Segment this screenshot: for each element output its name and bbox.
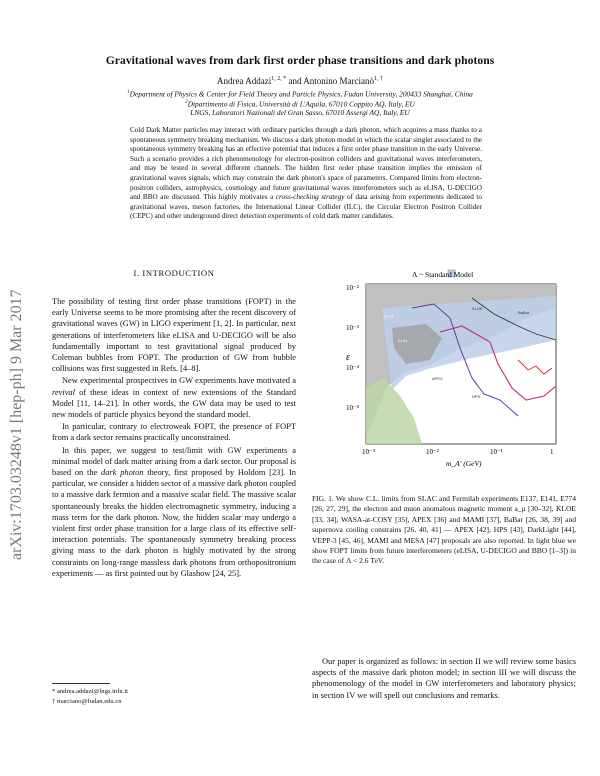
intro-paragraph-1: The possibility of testing first order phase transitions (FOPT) in the early Universe seems to be more promising after the recent discovery of gravitational waves (GW) in LIGO experiment [1, 2]. In particular, next generations of interferometers like eLISA and U-DECIGO will be also fundamentally important to test gravitational signal produced by Coleman bubbles from FOPT. The production of GW from bubble collisions was first suggested in Refs. [4–8]. <box>52 297 296 374</box>
figure-caption: FIG. 1. We show C.L. limits from SLAC and Fermilab experiments E137, E141, E774 [26, 27, 29], the electron and muon anomalous magnetic moment a_μ [30–32], KLOE [33, 34], WASA-at-COSY [35], APEX [36] and MAMI [37], BaBar [26, 38, 39] and supernova cooling constrains [26, 40, 41] — APEX [42], HPS [43], DarkLight [44], VEPP-3 [45, 46], MAMI and MESA [47] proposals are also reported. In light blue we show FOPT limits from future interferometers (eLISA, U-DECIGO and BBO [1–3]) in the case of Λ < 2.6 TeV. <box>312 494 576 566</box>
region-label: E774 <box>384 314 394 319</box>
exclusion-plot <box>322 268 570 478</box>
arxiv-id: arXiv:1703.03248v1 [hep-ph] 9 Mar 2017 <box>8 289 25 560</box>
intro-paragraph-4: In this paper, we suggest to test/limit with GW experiments a minimal model of dark matter arising from a dark sector. Our proposal is based on the dark photon theory, first proposed by Holdom [23]. In particular, we consider a hidden sector of a massive dark photon coupled to a massive dark fermion and a massive scalar field. The massive scalar spontaneously breaks the hidden electromagnetic symmetry, inducing a mass term for the dark photon. Now, the hidden scalar may undergo a violent first order phase transition for a large class of its effective self-interaction potentials. The spontaneously symmetry breaking process giving mass to the dark photon is highly motivated by the strong constraints on long-range massless dark photons from orthopositronium experiments — as first pointed out by Glashow [24, 25]. <box>52 445 296 578</box>
abstract: Cold Dark Matter particles may interact with ordinary particles through a dark photon, which acquires a mass thanks to a spontaneous symmetry breaking mechanism. We discuss a dark photon model in which the scalar singlet associated to the spontaneous symmetry breaking has an effective potential that induces a first order phase transition in the early Universe. Such a scenario provides a rich phenomenology for electron-positron colliders and gravitational waves interferometers, and may be tested in several different channels. The hidden first order phase transition implies the emission of gravitational waves signals, which may constrain the dark photon's space of parameters. Compared limits from electron-positron colliders, astrophysics, cosmology and future gravitational waves interferometers such as eLISA, U-DECIGO and BBO are discussed. This highly motivates a cross-checking strategy of data arising from experiments dedicated to gravitational waves, meson factories, the International Linear Collider (ILC), the Circular Electron Positron Collider (CEPC) and other underground direct detection experiments of cold dark matter candidates. <box>130 126 482 221</box>
region-label: E141 <box>398 338 408 343</box>
y-tick: 10⁻² <box>346 284 359 292</box>
x-tick: 1 <box>550 448 554 456</box>
intro-paragraph-3: In particular, contrary to electroweak FOPT, the presence of FOPT from a dark sector remains practically unconstrained. <box>52 422 296 443</box>
author-1: Andrea Addazi <box>217 76 272 86</box>
abstract-emphasis: cross-checking strategy <box>275 193 345 202</box>
affiliation-3: LNGS, Laboratori Nazionali del Gran Sasso, 67010 Assergi AQ, Italy, EU <box>190 108 410 117</box>
affiliation-1: $^1$Department of Physics & Center for Field Theory and Particle Physics, Fudan University, 200433 Shanghai, China <box>127 89 473 99</box>
y-tick: 10⁻⁵ <box>346 404 360 412</box>
affiliation-2: $^2$Dipartimento di Fisica, Università di L'Aquila, 67010 Coppito AQ, Italy, EU <box>185 99 415 109</box>
author-1-sup: 1, 2, * <box>271 76 287 82</box>
intro-paragraph-2: New experimental prospectives in GW experiments have motivated a revival of these ideas in context of new extensions of the Standard Model [11, 14–21]. In other words, the GW data may be used to test new models of particle physics beyond the standard model. <box>52 376 296 420</box>
right-column <box>312 656 576 702</box>
section-heading: I. INTRODUCTION <box>133 268 215 278</box>
y-tick: 10⁻³ <box>346 324 359 332</box>
region-label: KLOE <box>472 306 483 311</box>
region-label: HPS <box>472 394 481 399</box>
figure-1 <box>322 268 570 478</box>
author-2-sup: 1, † <box>373 76 383 82</box>
x-tick: 10⁻³ <box>362 448 375 456</box>
footnote-2: † marciano@fudan.edu.cn <box>52 698 122 705</box>
region-label: BaBar <box>518 310 530 315</box>
y-tick: 10⁻⁴ <box>346 364 360 372</box>
x-axis-label: m_A' (GeV) <box>446 459 482 468</box>
paper-title: Gravitational waves from dark first order phase transitions and dark photons <box>105 54 495 67</box>
x-tick: 10⁻¹ <box>490 448 503 456</box>
legend-label: Λ ~ Standard Model <box>412 270 474 279</box>
region-label: APEX <box>432 376 443 381</box>
footnote-rule <box>52 683 110 684</box>
x-tick: 10⁻² <box>426 448 439 456</box>
author-2: and Antonino Marcianò <box>286 76 374 86</box>
y-axis-label: ε <box>346 352 350 363</box>
footnote-1: * andrea.addazi@lngs.infn.it <box>52 688 129 695</box>
author-line <box>0 76 600 86</box>
outline-paragraph: Our paper is organized as follows: in section II we will review some basics aspects of the massive dark photon model; in section III we will discuss the phenomenology of the model in GW interferometers and laboratory physics; in section IV we will spell out conclusions and remarks. <box>312 657 576 700</box>
left-column <box>52 296 296 580</box>
